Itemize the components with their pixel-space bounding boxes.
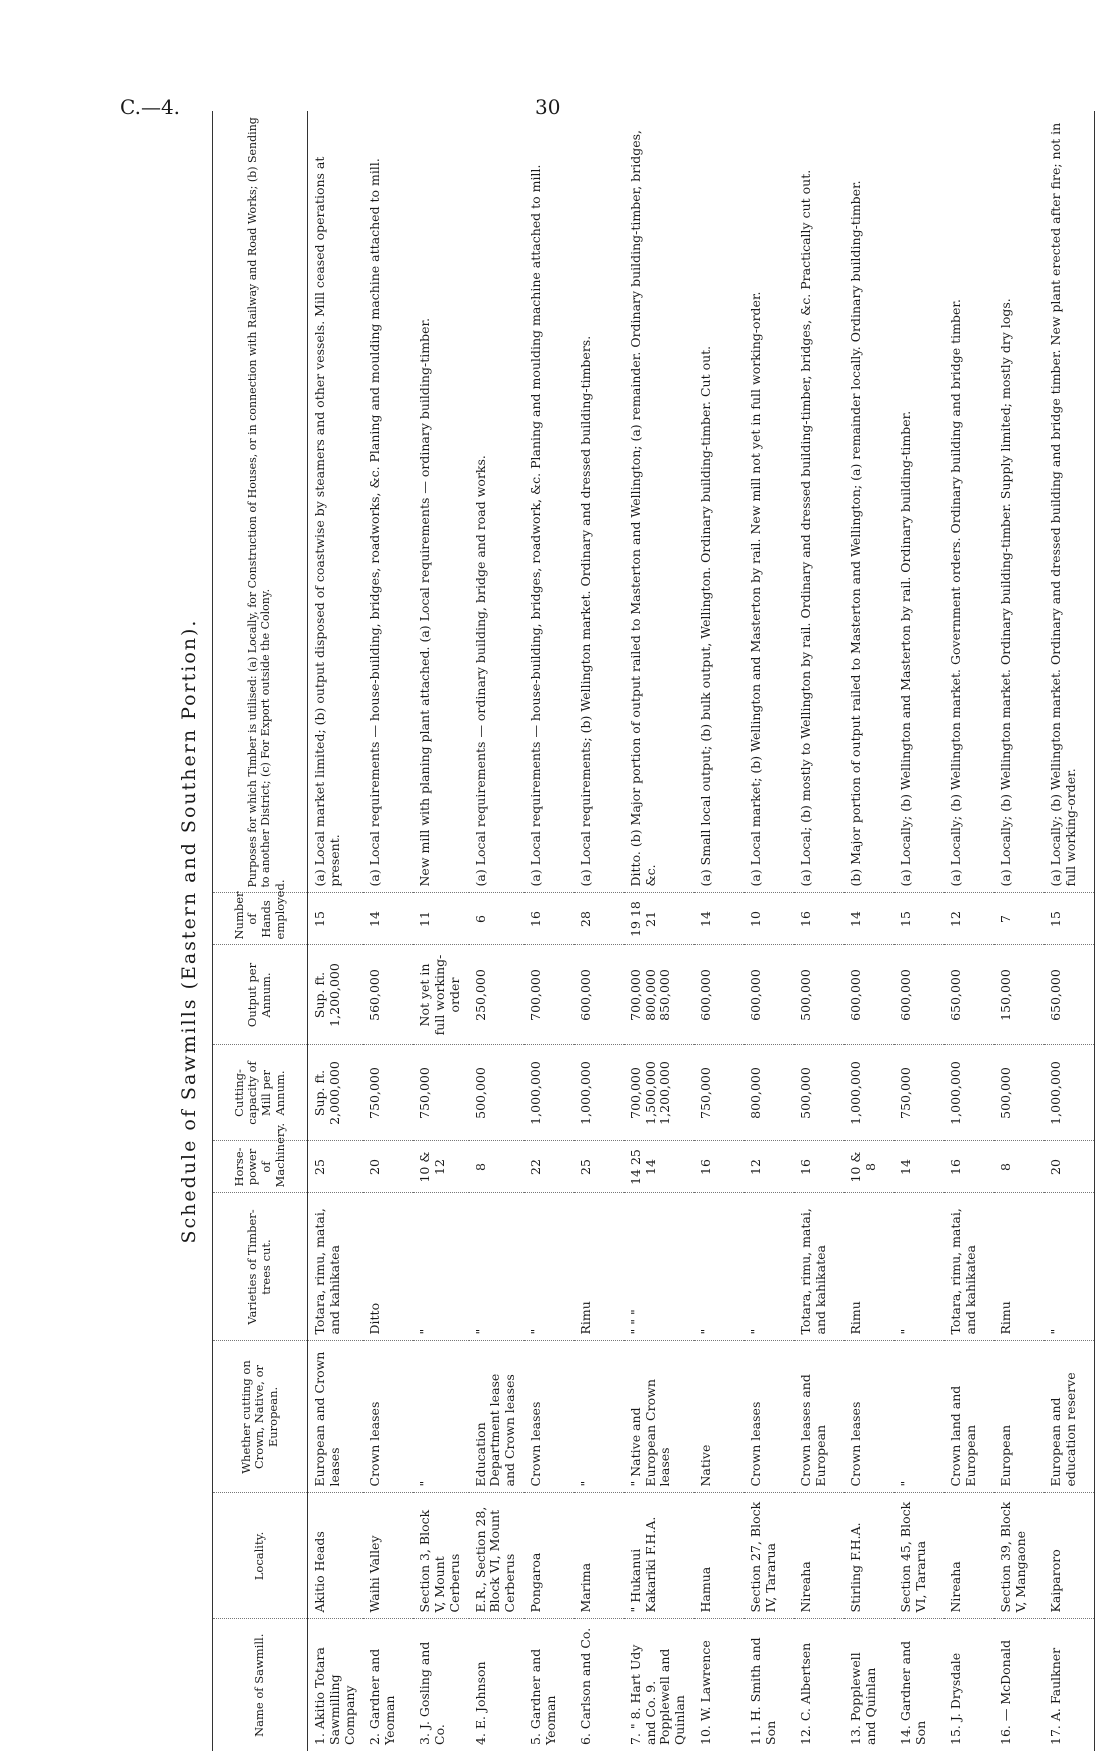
header-row	[213, 111, 308, 1751]
table-row	[994, 111, 1044, 1751]
col-header-cutting: Whether cutting on Crown, Native, or European.	[213, 1341, 308, 1493]
table-title: Schedule of Sawmills (Eastern and Southern Portion).	[178, 618, 200, 1244]
cell-hands: 16	[794, 893, 844, 945]
cell-name: 4. E. Johnson	[472, 1661, 488, 1745]
cell-varieties: Totara, rimu, matai, and kahikatea	[794, 1193, 844, 1341]
table-row	[413, 111, 468, 1751]
cell-varieties: "	[1044, 1193, 1095, 1341]
cell-cutting: Crown leases	[844, 1341, 894, 1493]
cell-output: 700,000	[524, 945, 574, 1045]
cell-name: 2. Gardner and Yeoman	[367, 1648, 397, 1745]
cell-output: 600,000	[844, 945, 894, 1045]
cell-locality: E.R., Section 28, Block VI, Mount Cerberus	[469, 1493, 524, 1619]
cell-purposes: (a) Local requirements — house-building, bridges, roadworks, &c. Planing and moulding machine attached to mill.	[363, 111, 413, 893]
cell-capacity: 1,000,000	[524, 1045, 574, 1141]
col-header-purposes: Purposes for which Timber is utilised: (a) Locally, for Construction of Houses, or in connection with Railway and Road Works; (b) Sending to another District; (c) For Export outside the Colony.	[213, 111, 308, 893]
cell-cutting: Education Department lease and Crown leases	[469, 1341, 524, 1493]
cell-output: 600,000	[694, 945, 744, 1045]
page-number: 30	[535, 95, 561, 119]
cell-locality: Marima	[574, 1493, 624, 1619]
table-row	[694, 111, 744, 1751]
cell-name: 1. Akitio Totara Sawmilling Company	[312, 1647, 357, 1745]
cell-capacity: 1,000,000	[944, 1045, 994, 1141]
cell-locality: " Hukanui Kakariki F.H.A.	[624, 1493, 694, 1619]
cell-cutting: Crown leases and European	[794, 1341, 844, 1493]
cell-varieties: Totara, rimu, matai, and kahikatea	[308, 1193, 364, 1341]
cell-purposes: New mill with planing plant attached. (a) Local requirements — ordinary building-timber.	[413, 111, 468, 893]
table-row	[524, 111, 574, 1751]
cell-horsepower: 10 & 8	[844, 1141, 894, 1193]
cell-varieties: Rimu	[574, 1193, 624, 1341]
cell-name: 14. Gardner and Son	[897, 1640, 928, 1745]
cell-locality: Nireaha	[944, 1493, 994, 1619]
cell-hands: 16	[524, 893, 574, 945]
cell-varieties: "	[524, 1193, 574, 1341]
table-row	[363, 111, 413, 1751]
cell-purposes: (a) Locally; (b) Wellington market. Ordinary and dressed building and bridge timber. New plant erected after fire; not in full working-order.	[1044, 111, 1095, 893]
cell-capacity: 800,000	[744, 1045, 794, 1141]
cell-cutting: European and Crown leases	[308, 1341, 364, 1493]
cell-purposes: (a) Local requirements; (b) Wellington market. Ordinary and dressed building-timbers.	[574, 111, 624, 893]
cell-varieties: Rimu	[844, 1193, 894, 1341]
cell-capacity: Sup. ft. 2,000,000	[308, 1045, 364, 1141]
col-header-output: Output per Annum.	[213, 945, 308, 1045]
cell-capacity: 750,000	[413, 1045, 468, 1141]
cell-output: 250,000	[469, 945, 524, 1045]
cell-horsepower: 16	[794, 1141, 844, 1193]
cell-varieties: "	[894, 1193, 944, 1341]
cell-capacity: 750,000	[363, 1045, 413, 1141]
table-row	[944, 111, 994, 1751]
cell-purposes: (a) Locally; (b) Wellington market. Ordinary building-timber. Supply limited; mostly dry logs.	[994, 111, 1044, 893]
cell-purposes: (a) Locally; (b) Wellington and Masterton by rail. Ordinary building-timber.	[894, 111, 944, 893]
cell-name: 13. Popplewell and Quinlan	[847, 1652, 878, 1745]
cell-locality: Akitio Heads	[308, 1493, 364, 1619]
cell-capacity: 500,000	[469, 1045, 524, 1141]
cell-purposes: (a) Local market limited; (b) output disposed of coastwise by steamers and other vessels. Mill ceased operations at present.	[308, 111, 364, 893]
cell-cutting: " Native and European Crown leases	[624, 1341, 694, 1493]
cell-output: 600,000	[574, 945, 624, 1045]
cell-horsepower: 25	[574, 1141, 624, 1193]
rotated-table-area	[166, 111, 1078, 1751]
table-row	[894, 111, 944, 1751]
cell-output: Sup. ft. 1,200,000	[308, 945, 364, 1045]
cell-capacity: 500,000	[994, 1045, 1044, 1141]
cell-locality: Kaiparoro	[1044, 1493, 1095, 1619]
cell-output: 650,000	[944, 945, 994, 1045]
cell-output: 650,000	[1044, 945, 1095, 1045]
cell-hands: 10	[744, 893, 794, 945]
table-row	[1044, 111, 1095, 1751]
cell-locality: Section 27, Block IV, Tararua	[744, 1493, 794, 1619]
cell-horsepower: 20	[1044, 1141, 1095, 1193]
cell-locality: Section 3, Block V, Mount Cerberus	[413, 1493, 468, 1619]
cell-horsepower: 10 & 12	[413, 1141, 468, 1193]
table-row	[469, 111, 524, 1751]
cell-hands: 15	[894, 893, 944, 945]
cell-name: 3. J. Gosling and Co.	[417, 1641, 447, 1745]
cell-horsepower: 22	[524, 1141, 574, 1193]
cell-name: 7. " 8. Hart Udy and Co. 9. Popplewell and Quinlan	[627, 1644, 687, 1745]
cell-name: 6. Carlson and Co.	[577, 1627, 593, 1745]
cell-hands: 15	[1044, 893, 1095, 945]
cell-hands: 7	[994, 893, 1044, 945]
cell-output: 560,000	[363, 945, 413, 1045]
cell-cutting: "	[574, 1341, 624, 1493]
cell-capacity: 1,000,000	[1044, 1045, 1095, 1141]
cell-varieties: Rimu	[994, 1193, 1044, 1341]
cell-cutting: "	[894, 1341, 944, 1493]
cell-name: 16. — McDonald	[997, 1639, 1013, 1745]
cell-hands: 15	[308, 893, 364, 945]
cell-horsepower: 14	[894, 1141, 944, 1193]
cell-locality: Waihi Valley	[363, 1493, 413, 1619]
col-header-hands: Number of Hands employed.	[213, 893, 308, 945]
cell-horsepower: 25	[308, 1141, 364, 1193]
cell-cutting: European and education reserve	[1044, 1341, 1095, 1493]
cell-name: 5. Gardner and Yeoman	[527, 1648, 558, 1745]
cell-horsepower: 8	[469, 1141, 524, 1193]
cell-output: 700,000 800,000 850,000	[624, 945, 694, 1045]
cell-output: Not yet in full working-order	[413, 945, 468, 1045]
table-row	[744, 111, 794, 1751]
cell-hands: 11	[413, 893, 468, 945]
cell-hands: 12	[944, 893, 994, 945]
cell-cutting: Crown leases	[524, 1341, 574, 1493]
cell-locality: Hamua	[694, 1493, 744, 1619]
cell-purposes: (a) Local market; (b) Wellington and Masterton by rail. New mill not yet in full working-order.	[744, 111, 794, 893]
table-row	[794, 111, 844, 1751]
cell-varieties: " " "	[624, 1193, 694, 1341]
cell-output: 600,000	[744, 945, 794, 1045]
cell-purposes: (a) Small local output; (b) bulk output, Wellington. Ordinary building-timber. Cut out.	[694, 111, 744, 893]
cell-purposes: (a) Local requirements — house-building, bridges, roadwork, &c. Planing and moulding machine attached to mill.	[524, 111, 574, 893]
cell-varieties: Ditto	[363, 1193, 413, 1341]
cell-hands: 14	[694, 893, 744, 945]
cell-capacity: 750,000	[694, 1045, 744, 1141]
cell-varieties: "	[413, 1193, 468, 1341]
cell-name: 12. C. Albertsen	[797, 1642, 813, 1745]
cell-name: 17. A. Faulkner	[1044, 1619, 1095, 1751]
cell-purposes: Ditto. (b) Major portion of output railed to Masterton and Wellington; (a) remainder. Ordinary building-timber, bridges, &c.	[624, 111, 694, 893]
cell-purposes: (a) Local requirements — ordinary building, bridge and road works.	[469, 111, 524, 893]
col-header-name: Name of Sawmill.	[213, 1619, 308, 1751]
cell-horsepower: 16	[944, 1141, 994, 1193]
cell-name: 15. J. Drysdale	[947, 1652, 963, 1745]
table-row	[624, 111, 694, 1751]
cell-capacity: 1,000,000	[574, 1045, 624, 1141]
cell-capacity: 700,000 1,500,000 1,200,000	[624, 1045, 694, 1141]
cell-cutting: Crown leases	[744, 1341, 794, 1493]
cell-varieties: "	[469, 1193, 524, 1341]
table-row	[308, 111, 364, 1751]
cell-horsepower: 14 25 14	[624, 1141, 694, 1193]
cell-locality: Pongaroa	[524, 1493, 574, 1619]
cell-locality: Section 39, Block V, Mangaone	[994, 1493, 1044, 1619]
document-code: C.—4.	[120, 95, 181, 119]
cell-hands: 6	[469, 893, 524, 945]
cell-varieties: "	[694, 1193, 744, 1341]
cell-output: 500,000	[794, 945, 844, 1045]
cell-hands: 14	[363, 893, 413, 945]
cell-locality: Nireaha	[794, 1493, 844, 1619]
cell-cutting: Native	[694, 1341, 744, 1493]
col-header-capacity: Cutting-capacity of Mill per Annum.	[213, 1045, 308, 1141]
cell-output: 600,000	[894, 945, 944, 1045]
cell-name: 10. W. Lawrence	[697, 1640, 713, 1745]
table-row	[844, 111, 894, 1751]
table-row	[574, 111, 624, 1751]
cell-cutting: European	[994, 1341, 1044, 1493]
cell-hands: 19 18 21	[624, 893, 694, 945]
col-header-varieties: Varieties of Timber-trees cut.	[213, 1193, 308, 1341]
col-header-horsepower: Horse-power of Machinery.	[213, 1141, 308, 1193]
cell-horsepower: 12	[744, 1141, 794, 1193]
cell-purposes: (b) Major portion of output railed to Masterton and Wellington; (a) remainder locally. Ordinary building-timber.	[844, 111, 894, 893]
cell-output: 150,000	[994, 945, 1044, 1045]
cell-cutting: Crown leases	[363, 1341, 413, 1493]
cell-horsepower: 16	[694, 1141, 744, 1193]
sawmill-schedule-table	[212, 111, 1095, 1751]
cell-name: 11. H. Smith and Son	[747, 1637, 778, 1745]
cell-cutting: "	[413, 1341, 468, 1493]
cell-varieties: "	[744, 1193, 794, 1341]
col-header-locality: Locality.	[213, 1493, 308, 1619]
cell-capacity: 1,000,000	[844, 1045, 894, 1141]
cell-purposes: (a) Local; (b) mostly to Wellington by rail. Ordinary and dressed building-timber, bridges, &c. Practically cut out.	[794, 111, 844, 893]
cell-capacity: 500,000	[794, 1045, 844, 1141]
cell-horsepower: 20	[363, 1141, 413, 1193]
cell-cutting: Crown land and European	[944, 1341, 994, 1493]
cell-locality: Section 45, Block VI, Tararua	[894, 1493, 944, 1619]
cell-purposes: (a) Locally; (b) Wellington market. Government orders. Ordinary building and bridge timber.	[944, 111, 994, 893]
cell-hands: 28	[574, 893, 624, 945]
cell-capacity: 750,000	[894, 1045, 944, 1141]
cell-horsepower: 8	[994, 1141, 1044, 1193]
cell-varieties: Totara, rimu, matai, and kahikatea	[944, 1193, 994, 1341]
cell-locality: Stirling F.H.A.	[844, 1493, 894, 1619]
cell-hands: 14	[844, 893, 894, 945]
